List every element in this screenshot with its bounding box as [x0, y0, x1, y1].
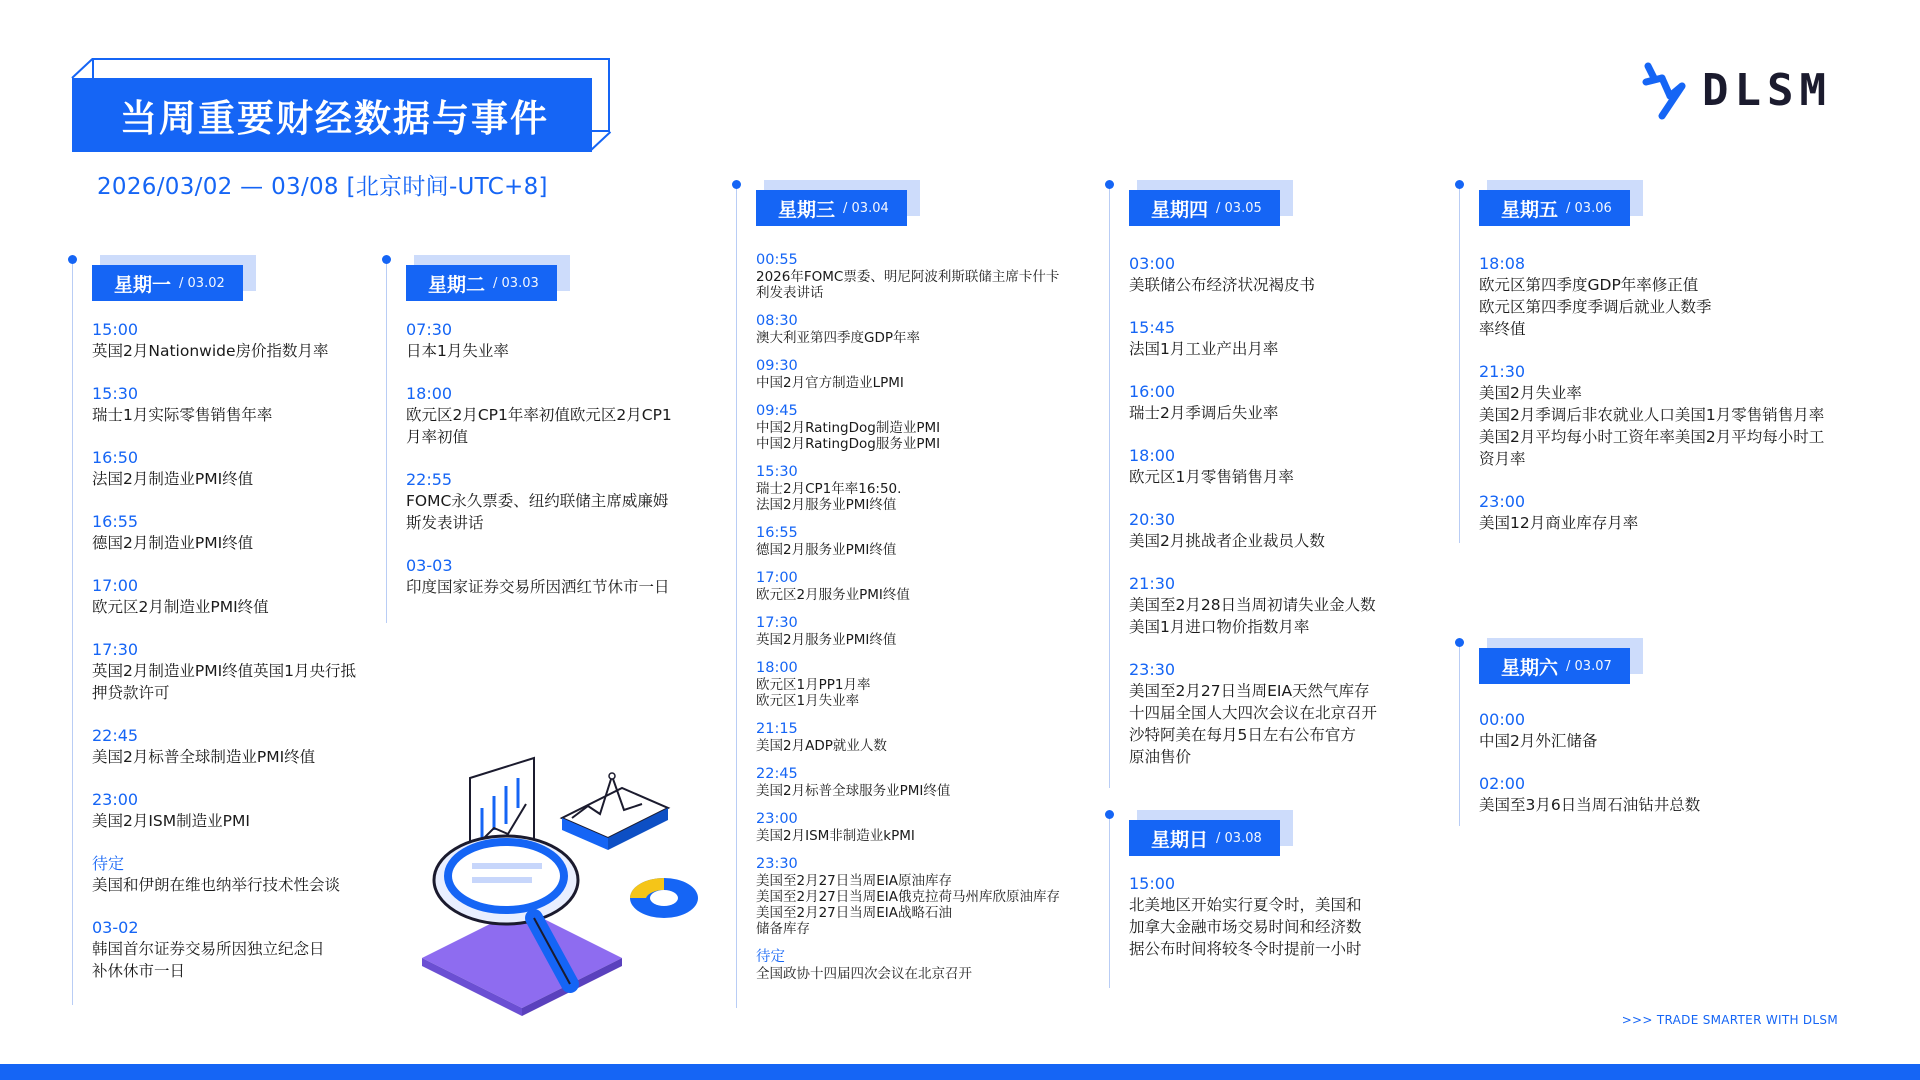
- event-desc: 美国2月失业率 美国2月季调后非农就业人口美国1月零售销售月率 美国2月平均每小时工资年率美国2月平均每小时工 资月率: [1479, 384, 1825, 468]
- event-desc: 美国2月ADP就业人数: [756, 738, 887, 754]
- event-item: [92, 854, 392, 896]
- event-time: 23:00: [756, 811, 798, 827]
- event-desc: 美国至2月27日当周EIA天然气库存 十四届全国人大四次会议在北京召开 沙特阿美在每月5日左右公布官方 原油售价: [1129, 682, 1378, 766]
- event-desc: 全国政协十四届四次会议在北京召开: [756, 966, 972, 982]
- event-time: 23:30: [756, 856, 798, 872]
- day-name: 星期五: [1501, 198, 1559, 221]
- event-list: [92, 320, 392, 1004]
- event-item: [92, 790, 392, 832]
- event-item: [92, 320, 392, 362]
- title-banner-fill: [72, 78, 592, 152]
- event-desc: 瑞士2月季调后失业率: [1129, 404, 1279, 422]
- event-time: 15:00: [1129, 874, 1176, 893]
- title-banner-edge: [71, 58, 93, 79]
- event-desc: 中国2月RatingDog制造业PMI 中国2月RatingDog服务业PMI: [756, 420, 941, 452]
- footer-bar: [0, 1064, 1920, 1080]
- day-date: / 03.03: [493, 275, 539, 291]
- event-desc: 英国2月服务业PMI终值: [756, 632, 897, 648]
- event-time: 17:00: [92, 576, 139, 595]
- event-time: 02:00: [1479, 774, 1526, 793]
- event-desc: 美国至2月28日当周初请失业金人数 美国1月进口物价指数月率: [1129, 596, 1376, 636]
- event-time: 16:55: [92, 512, 139, 531]
- event-time: 07:30: [406, 320, 453, 339]
- event-time: 17:30: [756, 615, 798, 631]
- dlsm-logo-icon: [1640, 58, 1692, 122]
- event-desc: 德国2月制造业PMI终值: [92, 534, 254, 552]
- event-item: [1479, 362, 1849, 470]
- event-item: [756, 313, 1106, 346]
- title-banner: [72, 58, 610, 152]
- event-time: 21:30: [1479, 362, 1526, 381]
- timeline-dot: [1105, 180, 1114, 189]
- event-desc: 韩国首尔证券交易所因独立纪念日 补休休市一日: [92, 940, 325, 980]
- event-desc: 印度国家证券交易所因洒红节休市一日: [406, 578, 670, 596]
- day-name: 星期六: [1501, 656, 1559, 679]
- event-desc: 美联储公布经济状况褐皮书: [1129, 276, 1316, 294]
- event-item: [1129, 660, 1429, 768]
- day-date: / 03.02: [179, 275, 225, 291]
- event-desc: 欧元区2月服务业PMI终值: [756, 587, 910, 603]
- event-desc: 2026年FOMC票委、明尼阿波利斯联储主席卡什卡 利发表讲话: [756, 269, 1060, 301]
- analytics-illustration: [402, 748, 722, 1028]
- event-time: 18:00: [756, 660, 798, 676]
- event-desc: 美国2月ISM制造业PMI: [92, 812, 250, 830]
- event-time: 00:55: [756, 252, 798, 268]
- timeline-line: [1109, 188, 1110, 788]
- event-item: [756, 403, 1106, 452]
- event-time: 22:55: [406, 470, 453, 489]
- day-date: / 03.08: [1216, 830, 1262, 846]
- event-desc: 美国2月标普全球制造业PMI终值: [92, 748, 316, 766]
- page-title: 当周重要财经数据与事件: [120, 97, 549, 140]
- event-desc: 法国2月制造业PMI终值: [92, 470, 254, 488]
- event-desc: 欧元区1月PP1月率 欧元区1月失业率: [756, 677, 871, 709]
- date-range: 2026/03/02 — 03/08 [北京时间-UTC+8]: [97, 174, 548, 200]
- event-desc: 美国和伊朗在维也纳举行技术性会谈: [92, 876, 341, 894]
- timeline-line: [1459, 646, 1460, 826]
- event-desc: 日本1月失业率: [406, 342, 509, 360]
- event-desc: 英国2月制造业PMI终值英国1月央行抵 押贷款许可: [92, 662, 357, 702]
- event-time: 08:30: [756, 313, 798, 329]
- timeline-dot: [1455, 180, 1464, 189]
- event-item: [92, 918, 392, 982]
- day-name: 星期一: [114, 273, 172, 296]
- event-time: 22:45: [756, 766, 798, 782]
- logo-text: DLSM: [1702, 64, 1832, 116]
- timeline-dot: [732, 180, 741, 189]
- event-time: 09:45: [756, 403, 798, 419]
- event-time: 03-03: [406, 556, 453, 575]
- event-item: [1479, 254, 1849, 340]
- event-item: [406, 470, 706, 534]
- event-time: 21:15: [756, 721, 798, 737]
- event-time: 18:08: [1479, 254, 1526, 273]
- event-desc: 美国12月商业库存月率: [1479, 514, 1639, 532]
- event-time: 15:45: [1129, 318, 1176, 337]
- event-list: [756, 252, 1106, 994]
- day-name: 星期四: [1151, 198, 1209, 221]
- event-item: [92, 726, 392, 768]
- timeline-line: [1109, 818, 1110, 988]
- timeline-line: [1459, 188, 1460, 543]
- event-desc: 法国1月工业产出月率: [1129, 340, 1279, 358]
- event-item: [1479, 774, 1779, 816]
- event-list: [1479, 710, 1779, 838]
- day-name: 星期三: [778, 198, 836, 221]
- event-item: [756, 570, 1106, 603]
- event-time: 16:50: [92, 448, 139, 467]
- day-date: / 03.06: [1566, 200, 1612, 216]
- day-date: / 03.07: [1566, 658, 1612, 674]
- event-item: [756, 525, 1106, 558]
- event-time: 18:00: [1129, 446, 1176, 465]
- timeline-line: [736, 188, 737, 1008]
- timeline-dot: [382, 255, 391, 264]
- event-item: [1479, 710, 1779, 752]
- timeline-dot: [68, 255, 77, 264]
- event-time: 15:00: [92, 320, 139, 339]
- event-time: 17:00: [756, 570, 798, 586]
- event-item: [756, 660, 1106, 709]
- event-list: [406, 320, 706, 620]
- event-item: [756, 856, 1106, 937]
- event-desc: 欧元区1月零售销售月率: [1129, 468, 1294, 486]
- event-time: 22:45: [92, 726, 139, 745]
- event-desc: 欧元区2月CP1年率初值欧元区2月CP1 月率初值: [406, 406, 672, 446]
- event-desc: 德国2月服务业PMI终值: [756, 542, 897, 558]
- event-desc: 美国2月挑战者企业裁员人数: [1129, 532, 1325, 550]
- event-desc: 瑞士1月实际零售销售年率: [92, 406, 273, 424]
- brand-tagline: >>> TRADE SMARTER WITH DLSM: [1621, 1013, 1838, 1027]
- event-desc: 中国2月官方制造业LPMI: [756, 375, 904, 391]
- event-time: 23:30: [1129, 660, 1176, 679]
- brand-logo: [1640, 58, 1832, 122]
- event-item: [756, 252, 1106, 301]
- event-item: [1129, 382, 1429, 424]
- event-item: [1479, 492, 1849, 534]
- timeline-dot: [1455, 638, 1464, 647]
- event-time: 待定: [756, 949, 785, 965]
- day-name: 星期日: [1151, 828, 1209, 851]
- event-time: 00:00: [1479, 710, 1526, 729]
- event-item: [756, 811, 1106, 844]
- event-desc: 美国2月ISM非制造业kPMI: [756, 828, 915, 844]
- day-date: / 03.04: [843, 200, 889, 216]
- day-date: / 03.05: [1216, 200, 1262, 216]
- event-item: [92, 640, 392, 704]
- event-time: 21:30: [1129, 574, 1176, 593]
- event-time: 23:00: [92, 790, 139, 809]
- event-time: 待定: [92, 854, 125, 873]
- timeline-line: [386, 263, 387, 623]
- event-item: [1129, 254, 1429, 296]
- event-desc: 美国至3月6日当周石油钻井总数: [1479, 796, 1701, 814]
- event-item: [1129, 446, 1429, 488]
- event-item: [92, 576, 392, 618]
- day-name: 星期二: [428, 273, 486, 296]
- event-time: 18:00: [406, 384, 453, 403]
- event-time: 16:00: [1129, 382, 1176, 401]
- event-time: 20:30: [1129, 510, 1176, 529]
- timeline-line: [72, 263, 73, 1005]
- event-item: [756, 721, 1106, 754]
- event-item: [756, 949, 1106, 982]
- event-item: [406, 556, 706, 598]
- event-item: [92, 512, 392, 554]
- event-desc: 北美地区开始实行夏令时，美国和 加拿大金融市场交易时间和经济数 据公布时间将较冬令时提前一小时: [1129, 896, 1362, 958]
- event-item: [756, 358, 1106, 391]
- event-desc: 英国2月Nationwide房价指数月率: [92, 342, 329, 360]
- event-item: [756, 766, 1106, 799]
- event-desc: 澳大利亚第四季度GDP年率: [756, 330, 920, 346]
- event-item: [1129, 574, 1429, 638]
- event-item: [92, 384, 392, 426]
- event-desc: 欧元区2月制造业PMI终值: [92, 598, 269, 616]
- event-desc: FOMC永久票委、纽约联储主席威廉姆 斯发表讲话: [406, 492, 669, 532]
- event-list: [1479, 254, 1849, 556]
- event-desc: 欧元区第四季度GDP年率修正值 欧元区第四季度季调后就业人数季 率终值: [1479, 276, 1712, 338]
- event-desc: 中国2月外汇储备: [1479, 732, 1598, 750]
- event-item: [1129, 510, 1429, 552]
- event-item: [1129, 318, 1429, 360]
- event-item: [756, 615, 1106, 648]
- timeline-dot: [1105, 810, 1114, 819]
- event-list: [1129, 254, 1429, 790]
- event-time: 09:30: [756, 358, 798, 374]
- event-item: [756, 464, 1106, 513]
- event-list: [1129, 874, 1429, 982]
- title-banner-edge: [589, 131, 611, 152]
- event-time: 16:55: [756, 525, 798, 541]
- event-time: 17:30: [92, 640, 139, 659]
- event-desc: 美国至2月27日当周EIA原油库存 美国至2月27日当周EIA俄克拉荷马州库欣原油库存 美国至2月27日当周EIA战略石油 储备库存: [756, 873, 1061, 937]
- event-time: 15:30: [756, 464, 798, 480]
- event-item: [406, 384, 706, 448]
- event-item: [406, 320, 706, 362]
- event-time: 03-02: [92, 918, 139, 937]
- event-time: 15:30: [92, 384, 139, 403]
- event-desc: 瑞士2月CP1年率16:50. 法国2月服务业PMI终值: [756, 481, 902, 513]
- event-desc: 美国2月标普全球服务业PMI终值: [756, 783, 951, 799]
- event-time: 23:00: [1479, 492, 1526, 511]
- event-time: 03:00: [1129, 254, 1176, 273]
- event-item: [92, 448, 392, 490]
- event-item: [1129, 874, 1429, 960]
